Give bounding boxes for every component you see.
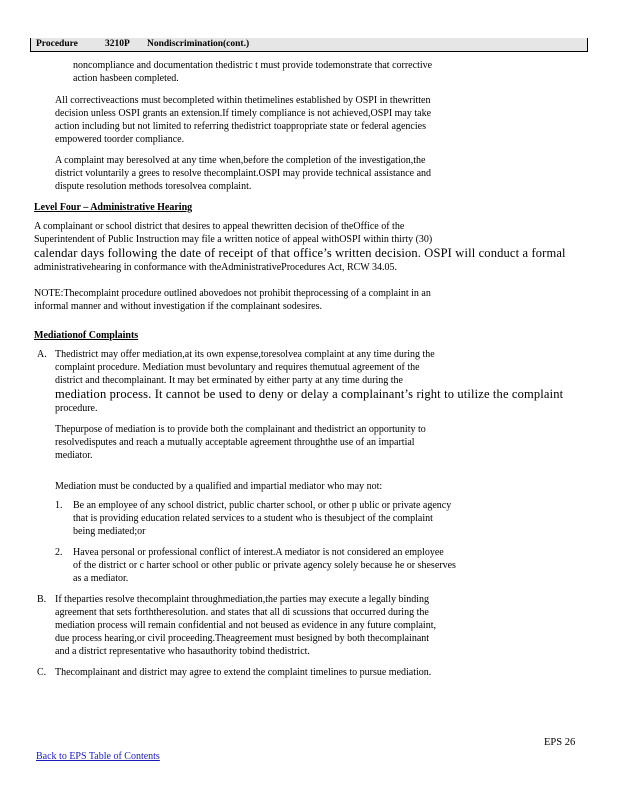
list-marker: C. (37, 667, 47, 678)
text-line: that is providing education related services to a student who is thesubject of the complaint (73, 513, 433, 524)
text-line: All correctiveactions must becompleted within thetimelines established by OSPI in thewritten (55, 95, 431, 106)
text-line: district voluntarily a grees to resolve thecomplaint.OSPI may provide technical assistance and (55, 168, 432, 179)
text-line: Be an employee of any school district, public charter school, or other p ublic or private agency (73, 500, 452, 511)
text-line: Superintendent of Public Instruction may file a written notice of appeal withOSPI within thirty (30) (34, 234, 433, 245)
text-line: informal manner and without investigation if the complainant sodesires. (34, 301, 322, 312)
header-procedure-title: Nondiscrimination(cont.) (147, 39, 250, 49)
header-procedure-code: 3210P (105, 39, 130, 49)
list-marker: 2. (55, 547, 63, 558)
text-line: action including but not limited to referring thedistrict toappropriate state or federal agencies (55, 121, 426, 132)
text-line: Mediation must be conducted by a qualified and impartial mediator who may not: (55, 481, 383, 492)
text-line: mediator. (55, 450, 93, 461)
page-number: EPS 26 (544, 737, 576, 748)
text-line: and a district representative who hasauthority tobind thedistrict. (55, 646, 310, 657)
list-marker: A. (37, 349, 47, 360)
text-line: Thecomplainant and district may agree to extend the complaint timelines to pursue mediation. (55, 667, 432, 678)
text-line: calendar days following the date of receipt of that office’s written decision. OSPI will conduct a formal (34, 246, 566, 260)
text-line: empowered toorder compliance. (55, 134, 185, 145)
text-line: as a mediator. (73, 573, 129, 584)
text-line: dispute resolution methods toresolvea complaint. (55, 181, 252, 192)
text-line: noncompliance and documentation thedistric t must provide todemonstrate that corrective (73, 60, 433, 71)
text-line: of the district or c harter school or other public or private agency solely because he or sheserves (73, 560, 456, 571)
text-line: decision unless OSPI grants an extension.If timely compliance is not achieved,OSPI may take (55, 108, 432, 119)
text-line: resolvedisputes and reach a mutually acceptable agreement throughthe use of an impartial (55, 437, 415, 448)
list-marker: B. (37, 594, 47, 605)
text-line: If theparties resolve thecomplaint throughmediation,the parties may execute a legally binding (55, 594, 430, 605)
text-line: Thedistrict may offer mediation,at its own expense,toresolvea complaint at any time during the (55, 349, 435, 360)
text-line: procedure. (55, 403, 98, 414)
text-line: administrativehearing in conformance with theAdministrativeProcedures Act, RCW 34.05. (34, 262, 398, 273)
text-line: NOTE:Thecomplaint procedure outlined abovedoes not prohibit theprocessing of a complaint in an (34, 288, 431, 299)
back-to-contents-link[interactable]: Back to EPS Table of Contents (36, 751, 160, 762)
text-line: being mediated;or (73, 526, 146, 537)
text-line: Havea personal or professional conflict of interest.A mediator is not considered an employee (73, 547, 444, 558)
text-line: agreement that sets forththeresolution. and states that all di scussions that occurred during the (55, 607, 429, 618)
text-line: action hasbeen completed. (73, 73, 179, 84)
text-line: A complainant or school district that desires to appeal thewritten decision of theOffice of the (34, 221, 405, 232)
list-marker: 1. (55, 500, 63, 511)
text-line: due process hearing,or civil proceeding.Theagreement must besigned by both thecomplainant (55, 633, 430, 644)
text-line: complaint procedure. Mediation must bevoluntary and requires themutual agreement of the (55, 362, 420, 373)
text-line: mediation process. It cannot be used to deny or delay a complainant’s right to utilize the complaint (55, 387, 564, 401)
header-procedure-label: Procedure (36, 39, 78, 49)
text-line: Thepurpose of mediation is to provide both the complainant and thedistrict an opportunity to (55, 424, 426, 435)
text-line: A complaint may beresolved at any time when,before the completion of the investigation,the (55, 155, 426, 166)
heading-level-four: Level Four – Administrative Hearing (34, 202, 193, 213)
text-line: mediation process will remain confidential and not beused as evidence in any future complaint, (55, 620, 436, 631)
section-header-bar (30, 38, 588, 52)
heading-mediation: Mediationof Complaints (34, 330, 139, 341)
text-line: district and thecomplainant. It may bet erminated by either party at any time during the (55, 375, 403, 386)
